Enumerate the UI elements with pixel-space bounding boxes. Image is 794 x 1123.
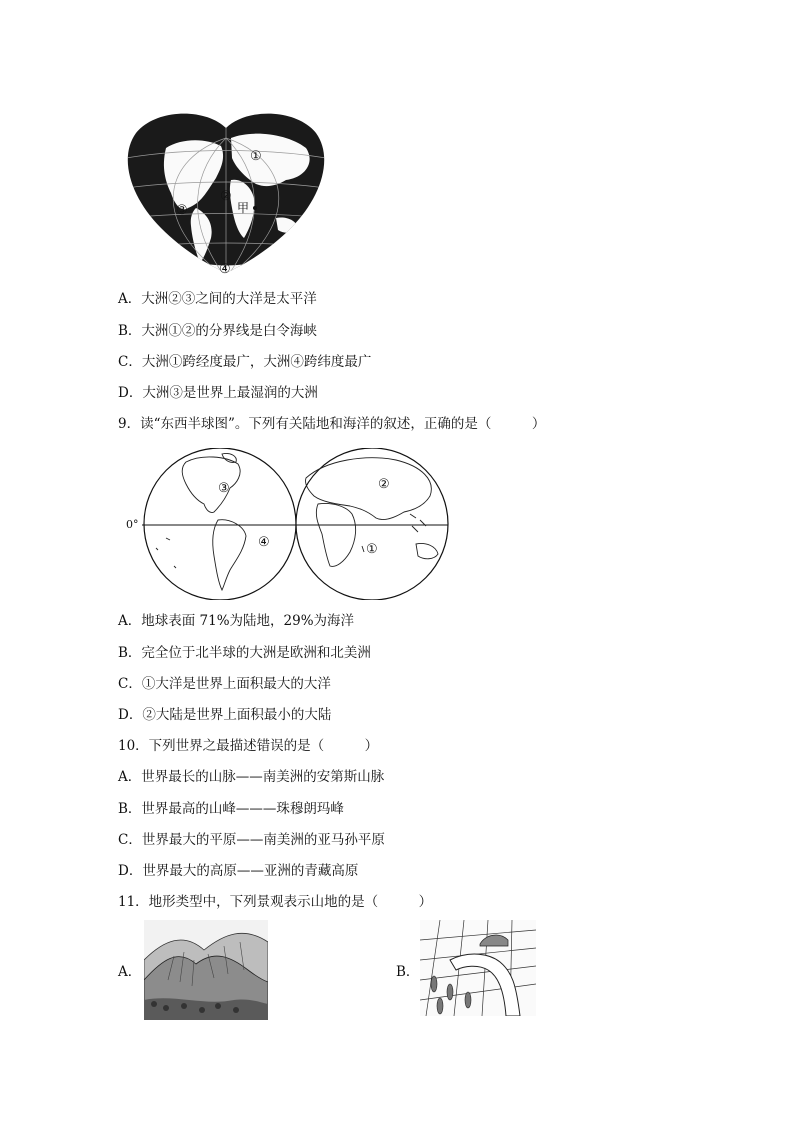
q10-option-c: C．世界最大的平原——南美洲的亚马孙平原 [118,832,385,848]
q8-option-b: B．大洲①②的分界线是白令海峡 [118,323,317,339]
q8-option-c: C．大洲①跨经度最广，大洲④跨纬度最广 [118,354,372,370]
q10-option-d: D．世界最大的高原——亚洲的青藏高原 [118,863,359,879]
hemi-label-4: ④ [258,535,270,550]
equator-label: 0° [126,518,139,531]
map-label-1: ① [250,149,262,164]
q10-option-b: B．世界最高的山峰———珠穆朗玛峰 [118,801,344,817]
q10-option-a: A．世界最长的山脉——南美洲的安第斯山脉 [118,769,385,785]
map-label-3: ③ [176,203,188,218]
q11-option-b-label: B． [396,964,420,980]
q9-option-a: A．地球表面 71%为陆地，29%为海洋 [118,613,355,629]
q8-option-d: D．大洲③是世界上最湿润的大洲 [118,385,318,401]
hemi-label-3: ③ [218,481,230,496]
q9-stem: 9．读“东西半球图”。下列有关陆地和海洋的叙述，正确的是（ ） [118,416,546,432]
map-label-2: ② [220,189,232,204]
q9-option-b: B．完全位于北半球的大洲是欧洲和北美洲 [118,645,371,661]
hemi-label-1: ① [366,542,378,557]
q9-option-c: C．①大洋是世界上面积最大的大洋 [118,676,331,692]
q11-stem: 11．地形类型中，下列景观表示山地的是（ ） [118,894,433,910]
hemi-label-2: ② [378,477,390,492]
q8-option-a: A．大洲②③之间的大洋是太平洋 [118,291,317,307]
east-west-hemisphere-map [126,448,450,600]
map-label-jia: 甲 [237,201,250,215]
heart-world-map [126,108,326,278]
q9-option-d: D．②大陆是世界上面积最小的大陆 [118,707,332,723]
q10-stem: 10．下列世界之最描述错误的是（ ） [118,738,379,754]
map-label-4: ④ [219,262,231,277]
mountain-landscape-image [144,920,268,1020]
plain-landscape-image [420,920,536,1016]
q11-option-a-label: A． [118,964,142,980]
